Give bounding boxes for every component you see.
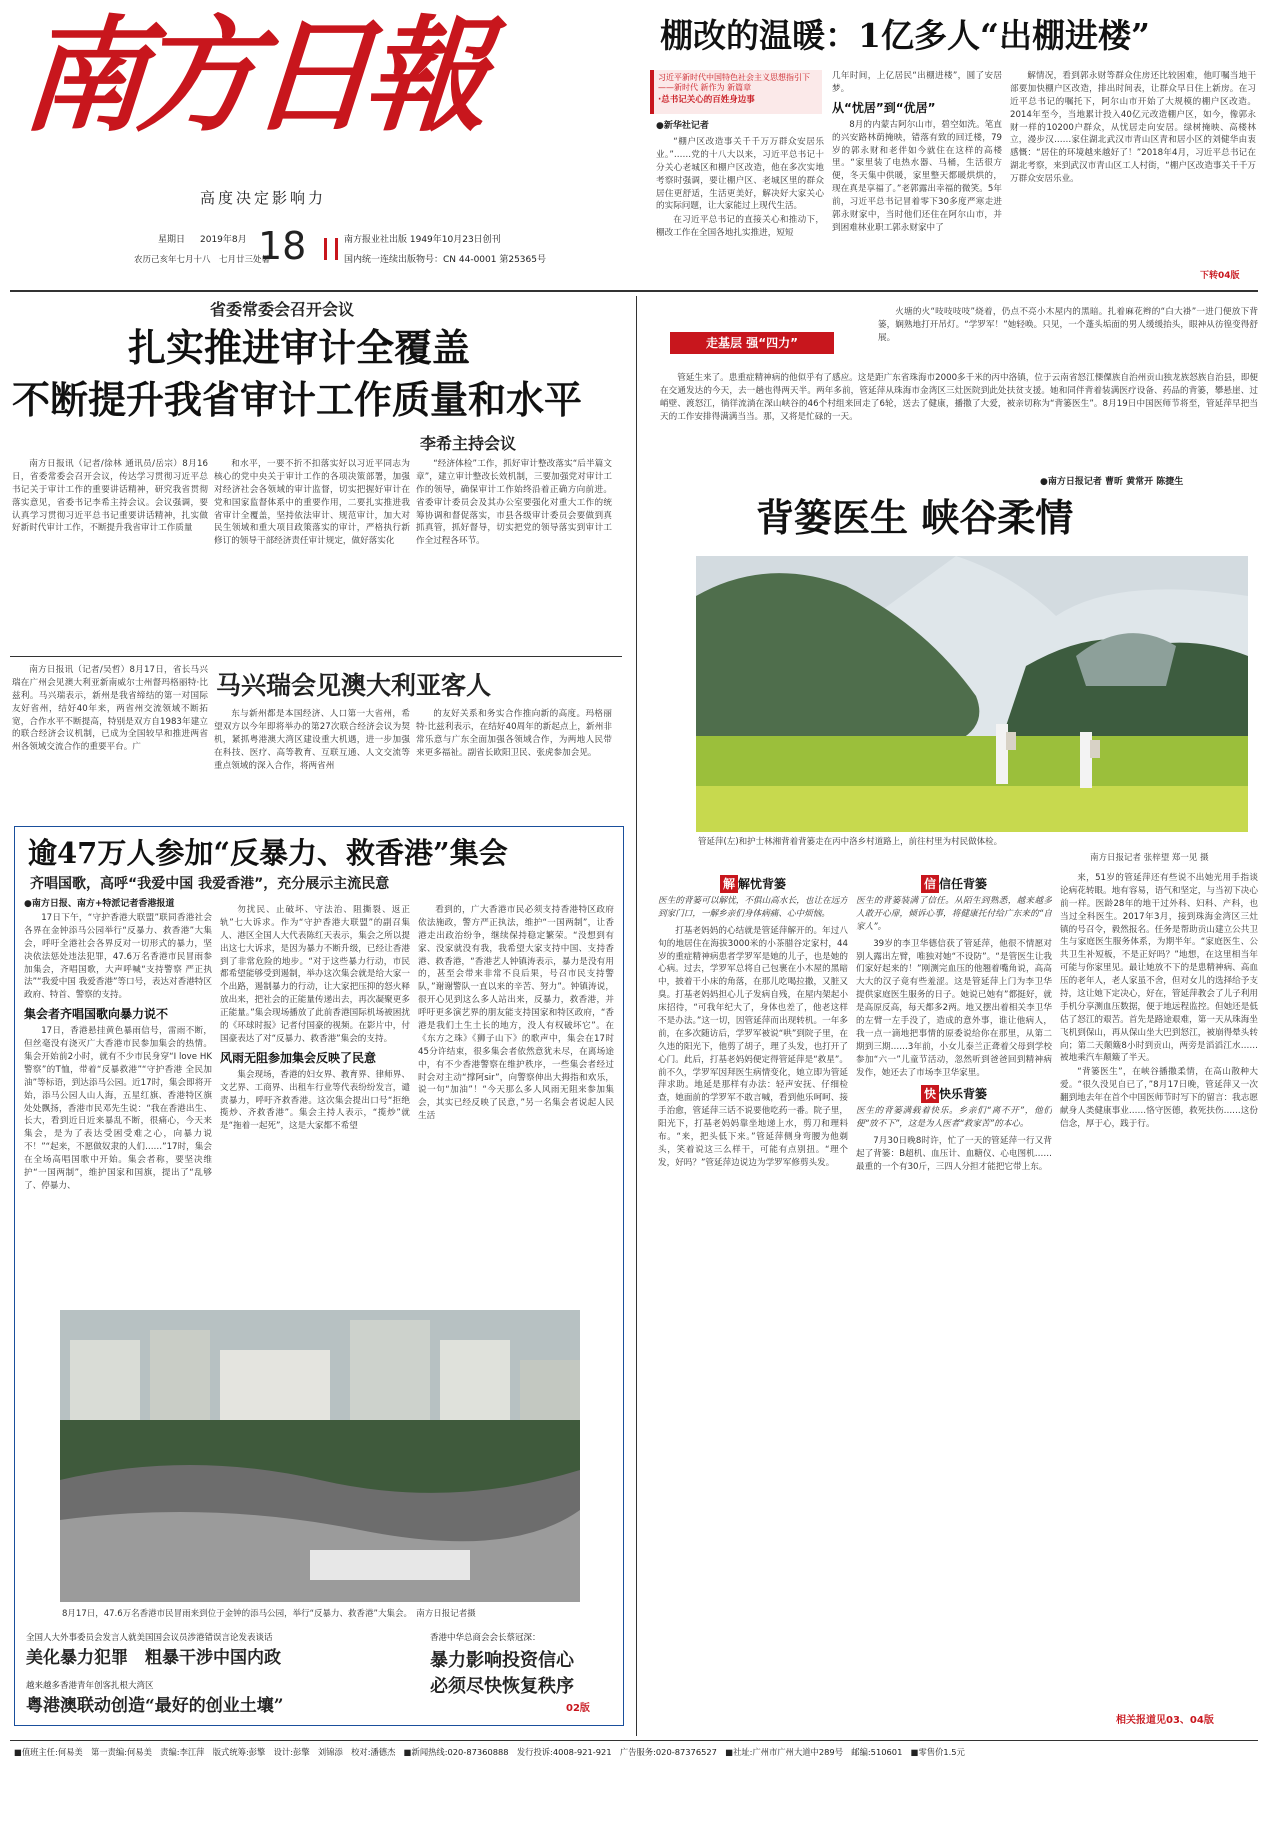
- hk-sub-heading-2: 风雨无阻参加集会反映了民意: [220, 1050, 377, 1065]
- malcolm-col-1: 南方日报讯（记者/吴哲）8月17日，省长马兴瑞在广州会见澳大利亚新南威尔士州督玛格丽特·比兹利。马兴瑞表示，新州是我省缔结的第一对国际友好省州，结好40年来，两省州交流领域不断拓宽，合作水平不断提高，特别是双方自1983年建立的联合经济会议机制，已成为全国较早和推进两省州各领域交流合作的重要平台。广: [12, 665, 208, 753]
- doctor-intro-1: 火塘的火“吱吱吱吱”烧着，仍点不亮小木屋内的黑暗。扎着麻花辫的“白大褂”一进门便放下背篓，娴熟地打开吊灯。“学罗军！”她轻唤。只见，一个蓬头垢面的男人缓缓抬头，眼神从彷徨变得舒展。: [878, 307, 1258, 343]
- malcolm-title: 马兴瑞会见澳大利亚客人: [216, 671, 492, 700]
- lead-col-2: 几年时间，上亿居民“出棚进楼”，圆了安居梦。 从“忧居”到“优居” 8月的内蒙古阿尔山市，碧空如洗。笔直的兴安路林荫掩映，错落有致的回迁楼，79岁的郭永财和老伴如今就住在这样的高楼里。“家里装了电热水器、马桶，生活很方便，冬天集中供暖，家里整天都暖烘烘的，现在真是享福了。”老郭露出幸福的微笑。5年前，习近平总书记冒着零下30多度严寒走进郭永财家中，当时他们还住在阿尔山市，并到困难林业职工郭永财家中了: [832, 71, 1002, 233]
- doctor-sec3-head: 快 快乐背篓: [856, 1085, 1052, 1103]
- sec1-tag: 解: [720, 875, 738, 893]
- hk-related-2-title-b[interactable]: 必须尽快恢复秩序: [430, 1676, 574, 1697]
- lead-col-3: 解情况，看到郭永财等群众住房还比较困难，他叮嘱当地干部要加快棚户区改造，排出时间表，让群众早日住上新房。在习近平总书记的嘱托下，阿尔山市开始了大规模的棚户区改造。2014年至今，当地累计投入40亿元改造棚户区，如今，像郭永财一样的10200户群众，从忧居走向安居。绿树掩映、高楼林立，漫步汉……家住湖北武汉市青山区青和居小区的刘健华由衷感慨：“居住的环境越来越好了！”2018年4月，习近平总书记在湖北考察，来到武汉市青山区工人村街，“棚户区改造事关千千万万群众安居乐业。: [1010, 71, 1256, 185]
- masthead-divider: [10, 290, 1258, 292]
- doctor-col-2: 信 信任背篓 医生的背篓装满了信任。从陌生到熟悉，越来越多人敢开心扉，倾诉心事，将健康托付给广东来的“自家人”。 39岁的李卫华德信获了管延萍，他很不情愿对别人露出左臂，唯独对她“不设防”。“是管医生让我们家好起来的！”刚测完血压的他翘着嘴角说，高高大大的汉子竟有些羞涩。这是管延萍上门为李卫华提供家庭医生服务的日子。她说已她有”都挺好，就是高原反高，每天都多2两。地又摆出着相关李卫华的左臂一左手没了，造成的意外事，谁让他病人，我一点一滴地把事情的原委说给你在那里，从第二期到三期……3年前，小女儿泰兰正聋着父母到学校参加“六一”儿童节活动，忽然听到爸爸回到精神病发作，她还去了市场李卫华家里。 快 快乐背篓 医生的背篓满载着快乐。乡亲们“离不开”，他们便“放不下”，这是为人医者“救家苦”的本心。 7月30日晚8时许，忙了一天的管延萍一行又背起了背篓：B超机、血压计、血糖仪、心电图机……最重的一个有30斤，三四人分担才能把它带上东。: [856, 877, 1052, 1173]
- column-box-line1: 习近平新时代中国特色社会主义思想指引下——新时代 新作为 新篇章: [658, 73, 810, 93]
- hk-related-2-kicker: 香港中华总商会会长蔡冠深：: [430, 1633, 541, 1643]
- lead-col-1: “棚户区改造事关千千万万群众安居乐业。”……党的十八大以来，习近平总书记十分关心老城区和棚户区改造，他在多次实地考察时强调，要让棚户区、老城区里的群众居住更舒适，生活更美好，解决好大家关心的实际问题，让大家能过上现代生活。 在习近平总书记的直接关心和推动下，棚改工作在全国各地扎实推进，短短: [656, 137, 824, 239]
- lead-sub-heading: 从“忧居”到“优居”: [832, 100, 936, 115]
- audit-kicker: 省委常委会召开会议: [210, 300, 355, 319]
- doctor-box-label: 走基层 强“四力”: [670, 332, 834, 354]
- column-box-line2: ·总书记关心的百姓身边事: [658, 94, 755, 105]
- lead-jump-link[interactable]: 下转04版: [1200, 271, 1240, 281]
- sec3-quote: 医生的背篓满载着快乐。乡亲们“离不开”，他们便“放不下”，这是为人医者“救家苦”的本心。: [856, 1106, 1052, 1130]
- sec2-quote: 医生的背篓装满了信任。从陌生到熟悉，越来越多人敢开心扉，倾诉心事，将健康托付给广东来的“自家人”。: [856, 896, 1052, 932]
- hk-col-1: 17日下午，“守护香港大联盟”联同香港社会各界在金钟添马公园举行“反暴力、救香港”大集会，呼吁全港社会各界反对一切形式的暴力，坚决依法惩处违法犯罪，47.6万名香港市民冒雨参加集会，齐唱国歌，大声呼喊“支持警察 严正执法”“我爱中国 我爱香港”等口号，表达对香港特区政府、特首、警察的支持。 集会者齐唱国歌向暴力说不 17日，香港悬挂黄色暴雨信号，雷雨不断，但丝毫没有浇灭广大香港市民参加集会的热情。集会开始前2小时，就有不少市民身穿“I love HK 警察”的T恤，带着“反暴救港”“守护香港 全民加油”等标语，到达添马公园。近17时，集会即将开始，添马公园人山人海，五星红旗、香港特区旗处处飘扬，香港市民邓先生说：“我在香港出生、长大，看到近日近来暴乱不断，很痛心，今天来集会，是为了表达受困受难之心，向暴力说不！”“起来，不愿做奴隶的人们……”17时，集会在全场高唱国歌中开始。集会者称，要坚决维护“一国两制”，维护国家和国旗，提出了“乱够了、停暴力、: [24, 913, 212, 1191]
- publisher-logo-icon: [324, 238, 338, 260]
- hk-rally-illustration: [60, 1310, 580, 1602]
- serial: 国内统一连续出版物号：CN 44-0001 第25365号: [344, 255, 546, 265]
- sec2-tag: 信: [921, 875, 939, 893]
- lunar-date: 农历己亥年七月十八 七月廿三处暑: [134, 255, 271, 265]
- hk-col-2: 勿扰民、止破坏、守法治、阻撕裂、返正轨”七大诉求。作为“守护香港大联盟”的副召集人、港区全国人大代表陈红天表示，集会之所以提出这七大诉求，是因为暴力不断升级，已经让香港到了非常危险的地步。“对于这些暴力行动，市民都希望能够受到遏制，举办这次集会就是给大家一个出路，遏制暴力的行动，让大家把压抑的怒火释放出来，把社会的正能量传递出去，再次凝聚更多正能量。”集会现场播放了此前香港国际机场被困扰的《环球时报》记者付国豪的视频。在影片中，付国豪表达了对“反暴力、救香港”集会的支持。 风雨无阻参加集会反映了民意 集会现场，香港的妇女界、教育界、律师界、文艺界、工商界、出租车行业等代表纷纷发言，谴责暴力，呼吁齐救香港。这次集会提出口号“拒绝揽炒、齐救香港”。集会主持人表示，“揽炒”就是“拖着一起死”，这是大家都不希望: [220, 905, 410, 1132]
- sec3-tag: 快: [921, 1085, 939, 1103]
- masthead-slogan: 高度决定影响力: [200, 189, 327, 207]
- hk-byline: ●南方日报、南方+特派记者香港报道: [24, 899, 175, 909]
- hk-related-3-kicker: 越来越多香港青年创客扎根大湾区: [26, 1681, 154, 1691]
- audit-col-3: “经济体检”工作，抓好审计整改落实“后半篇文章”，建立审计整改长效机制，三要加强党对审计工作的领导，确保审计工作始终沿着正确方向前进。省委审计委员会及其办公室要强化对重大工作的统筹协调和督促落实，市县各级审计委员会要做到真抓真管，抓好督导，切实把党的领导落实到审计工作全过程各环节。: [416, 459, 612, 547]
- hk-photo-caption: 8月17日，47.6万名香港市民冒雨来到位于金钟的添马公园，举行“反暴力、救香港”大集会。 南方日报记者摄: [62, 1609, 476, 1619]
- year-month: 2019年8月: [200, 235, 247, 245]
- masthead-logo: 南方日報: [17, 4, 484, 149]
- footer-rule: [10, 1740, 1258, 1741]
- audit-title-1: 扎实推进审计全覆盖: [128, 325, 471, 370]
- doctor-col-3: 来，51岁的管延萍还有些说不出她光用手指谈论病花转眼。地有容易，语气和坚定，与当初下决心前一样。医龄28年的地干过外科、妇科、产科，也当过全科医生。2017年3月，接到珠海金湾区三灶镇的号召令，毅然报名。任务是帮助贡山建立公共卫生与家庭医生服务体系，为期半年。“家庭医生、公共卫生补短板，不是正好吗？”地想，在这里相当年可能与你家里见。最让她放不下的是患精神病、高血压的老年人，老人家虽不舍，但对女儿的选择给予支持，这让她下定决心，好在，管延萍教会了儿子利用手机分享测血压数据，便于地远程监控。但她还是低估了怒江的艰苦。首先是路途艰难，第一天从珠海坐飞机到保山，再从保山坐大巴到怒江，被崩得晕头转向；第二天颠簸8小时到贡山，两旁是滔滔江水……被地乘汽车颠簸了半天。 “背篓医生”，在峡谷播撒柔情，在高山散种大爱。“很久没见自已了，”8月17日晚，管延萍又一次翻到地去年在首个中国医师节时写下的留言：我志愿献身人类健康事业……恪守医德，救死扶伤……这份信念，厚于心，践于行。: [1060, 873, 1258, 1129]
- hk-related-1-title[interactable]: 美化暴力犯罪 粗暴干涉中国内政: [26, 1648, 281, 1668]
- audit-title-2: 不断提升我省审计工作质量和水平: [12, 377, 583, 422]
- doctor-photo-credit: 南方日报记者 张梓望 郑一见 摄: [1090, 853, 1209, 863]
- publisher: 南方报业社出版 1949年10月23日创刊: [344, 235, 501, 245]
- day-number: 18: [258, 224, 307, 268]
- weekday: 星期日: [158, 235, 186, 245]
- footer-text: ■值班主任:何易美 第一责编:何易美 责编:李江萍 版式统筹:彭擎 设计:彭擎 刘锦添 校对:潘德杰 ■新闻热线:020-87360888 发行投诉:4008-921-921 广告服务:020-87376527 ■社址:广州市广州大道中289号 邮编:510601 ■零售价1.5元: [14, 1747, 965, 1757]
- doctor-valley-illustration: [696, 556, 1248, 832]
- hk-related-1-kicker: 全国人大外事委员会发言人就美国国会议员涉港错误言论发表谈话: [26, 1633, 273, 1643]
- audit-subtitle: 李希主持会议: [420, 434, 517, 453]
- dateline: [134, 224, 648, 272]
- lead-column-box: [650, 70, 822, 114]
- hk-rally-photo: [60, 1310, 580, 1602]
- sec1-quote: 医生的背篓可以解忧，不俱山高水长，也让在远方到家门口，一解乡亲们身体病痛、心中烦恼。: [658, 896, 848, 919]
- lead-byline: ●新华社记者: [656, 121, 709, 131]
- doctor-byline: ●南方日报记者 曹昕 黄常开 陈捷生: [1040, 477, 1184, 487]
- doctor-title: 背篓医生 峡谷柔情: [756, 495, 1074, 540]
- malcolm-col-3: 的友好关系和务实合作推向新的高度。玛格丽特·比兹利表示，在结好40周年的新起点上，新州非常乐意与广东全面加强各领域合作，为两地人民带来更多福祉。副省长欧阳卫民、张虎参加会见。: [416, 709, 612, 758]
- doctor-sec2-head: 信 信任背篓: [856, 875, 1052, 893]
- doctor-photo-caption: 管延萍(左)和护士林湘背着背篓走在丙中洛乡村道路上，前往村里为村民做体检。: [698, 837, 1003, 847]
- malcolm-col-2: 东与新州都是本国经济、人口第一大省州，希望双方以今年即将举办的第27次联合经济会议为契机，紧抓粤港澳大湾区建设重大机遇，进一步加强在科技、医疗、高等教育、互联互通、人文交流等重点领域的深入合作，将两省州: [214, 709, 410, 771]
- doctor-col-1: 解 解忧背篓 医生的背篓可以解忧，不俱山高水长，也让在远方到家门口，一解乡亲们身体病痛、心中烦恼。 打基老妈妈的心结就是管延萍解开的。年过八旬的地居住在海拔3000米的小茶腊谷定家村，44岁的重症精神病患者学罗军是她的儿子，也是她的心病。过去，学罗军总将自己包裹在小木屋的黑暗中，披着干小床的角落，在那儿吃喝拉撒，又脏又臭。打基老妈妈担心儿子发病自残，在屋内架起小床招待，“可我年纪大了，身体也差了，他老这样不是办法。”这一切，因管延萍而出现转机。一年多前，在多次随访后，学罗军被说“哄”到院子里，在久违的阳光下，他剪了胡子，理了头发，也打开了心门。此后，打基老妈妈便定得管延萍是“救星”。前不久，学罗军因拜医生病情变化，她立即为管延萍求助。地延是那样有办法：轻声安抚、仔细检查，她面前的学罗军不敢言喊，看到他乐呵呵、接手治愈，管延萍三话不说要他吃药一番。院子里，阳光下，打基老妈妈靠坐地递上水，剪刀和理料布。“来，把头低下来。”管延萍侧身弯腰为他剃头，笑着说这三么样干，可能有点别扭。“理个发，好吗？”管延萍边说边为学罗军修剪头发。: [658, 877, 848, 1168]
- doctor-jump-link[interactable]: 相关报道见03、04版: [1116, 1715, 1214, 1726]
- hk-subtitle: 齐唱国歌，高呼“我爱中国 我爱香港”，充分展示主流民意: [30, 876, 390, 892]
- doctor-sec1-head: 解 解忧背篓: [658, 875, 848, 893]
- hk-related-3-title[interactable]: 粤港澳联动创造“最好的创业土壤”: [26, 1696, 284, 1716]
- hk-jump-link[interactable]: 02版: [566, 1703, 590, 1714]
- audit-col-1: 南方日报讯（记者/徐林 通讯员/岳宗）8月16日，省委常委会召开会议，传达学习贯彻习近平总书记关于审计工作的重要讲话精神，研究我省贯彻落实意见，省委书记李希主持会议。会议强调，要认真学习贯彻习近平总书记重要讲话精神，扎实做好新时代审计工作，不断提升我省审计工作质量: [12, 459, 208, 534]
- divider-audit: [10, 656, 622, 657]
- hk-related-2-title-a[interactable]: 暴力影响投资信心: [430, 1650, 574, 1671]
- lead-title: 棚改的温暖：1亿多人“出棚进楼”: [660, 16, 1150, 55]
- doctor-intro-2: 管延生来了。患重症精神病的他似乎有了感应。这是距广东省珠海市2000多千米的丙中洛镇，位于云南省怒江傈僳族自治州贡山独龙族怒族自治县，即便在交通发达的今天，去一趟也得两天半。两年多前，管延萍从珠海市金湾区三灶医院到此处扶贫支援。她和同伴背着装满医疗设备、药品的背篓，攀悬崖、过峭壁、渡怒江，徜徉流淌在深山峡谷的46个村组来回走了6轮，送去了健康，播撒了大爱，被亲切称为“背篓医生”。8月19日中国医师节将至，管延萍早把当天的工作安排得满满当当。那，又将是忙碌的一天。: [660, 373, 1258, 422]
- column-divider: [636, 296, 637, 1736]
- doctor-photo: [696, 556, 1248, 832]
- hk-sub-heading-1: 集会者齐唱国歌向暴力说不: [24, 1007, 169, 1022]
- hk-title: 逾47万人参加“反暴力、救香港”集会: [28, 836, 508, 870]
- audit-col-2: 和水平，一要不折不扣落实好以习近平同志为核心的党中央关于审计工作的各项决策部署，加强对经济社会各领域的审计监督，切实把握好审计在党和国家监督体系中的重要作用，二要扎实推进我省审计全覆盖，坚持依法审计、规范审计，加大对民生领域和重大项目政策落实的审计，严格执行新修订的领导干部经济责任审计规定，做好落实化: [214, 459, 410, 547]
- hk-col-3: 看到的，广大香港市民必须支持香港特区政府依法施政，警方严正执法，维护“一国两制”，让香港走出政治纷争，继续保持稳定繁荣。“没想到有家、没家就没有我，我希望大家支持中国、支持香港、救香港，“香港艺人钟镇涛表示，暴力是没有用的，甚至会带来非常不良后果，号召市民支持警队，”谢谢警队一直以来的辛苦、努力”。钟镇涛说，很开心见到这么多人站出来，反暴力，救香港，并呼吁更多演艺界的朋友能支持国家和特区政府，“香港是我们土生土长的地方，没人有权破坏它”。在《东方之珠》《狮子山下》的歌声中，集会在17时45分许结束，很多集会者依然意犹未尽，在离场途中，有不少香港警察在维护秩序，一些集会者经过时会对主动“撑阿sir”，向警察伸出大拇指和欢乐，说一句“加油”！“今天那么多人风雨无阻来参加集会，其实已经反映了民意，”另一名集会者说起人民生活: [418, 905, 614, 1122]
